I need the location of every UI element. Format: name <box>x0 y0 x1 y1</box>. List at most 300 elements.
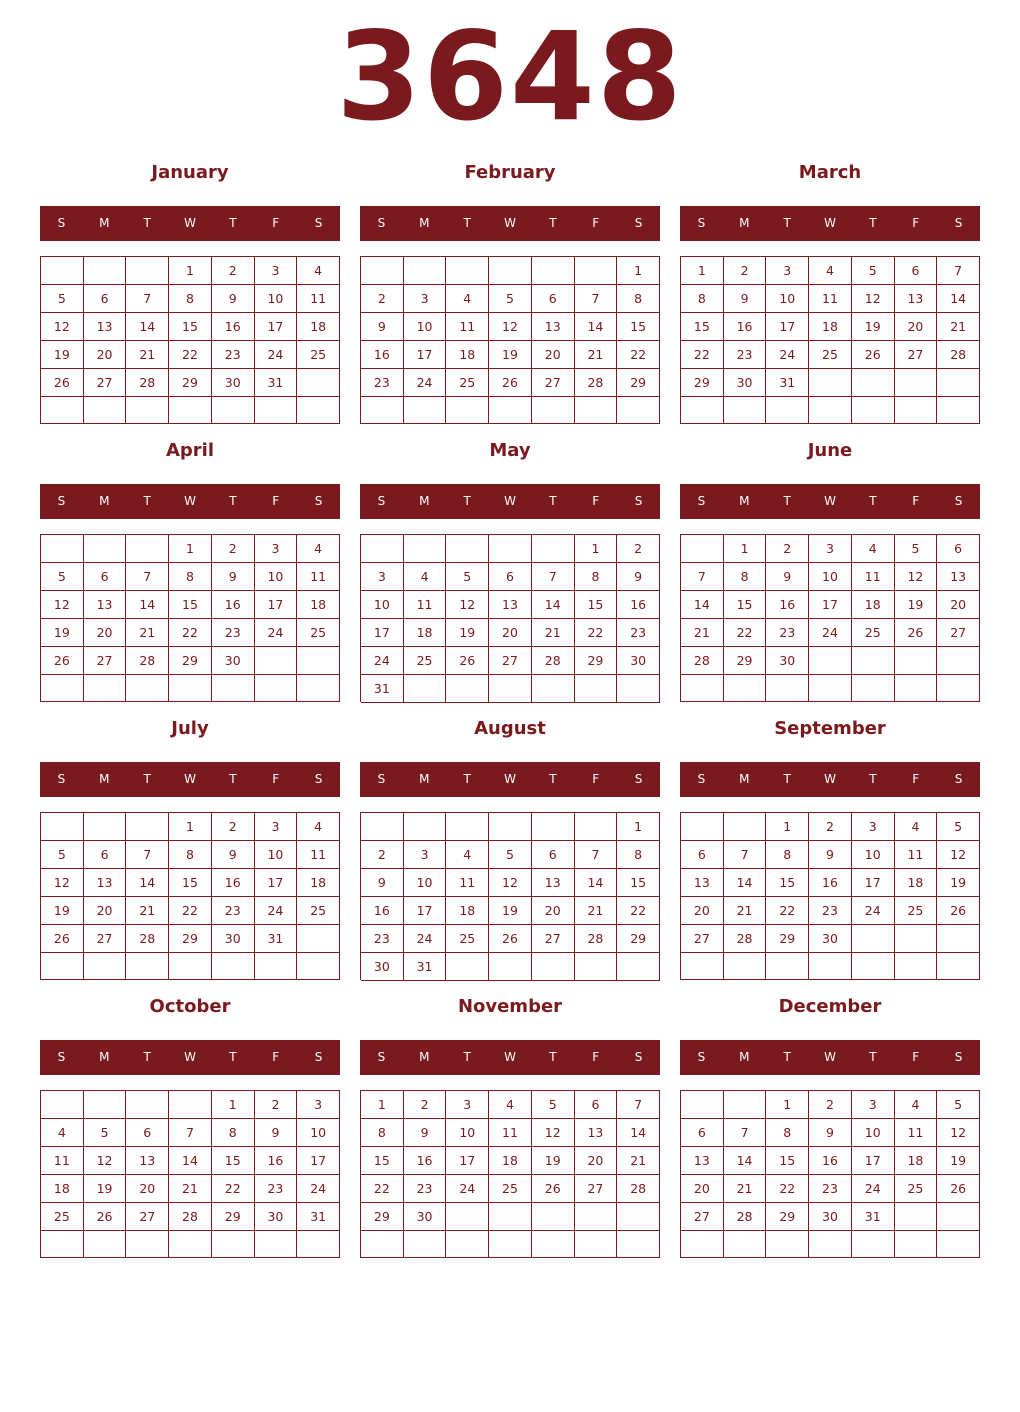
empty-cell <box>681 953 724 980</box>
weekday-label: S <box>314 216 323 230</box>
weekday-label: F <box>272 494 280 508</box>
weekday-label: F <box>592 216 600 230</box>
empty-cell <box>766 397 809 424</box>
day-cell: 19 <box>489 897 532 925</box>
day-cell: 27 <box>489 647 532 675</box>
day-cell: 5 <box>532 1091 575 1119</box>
day-cell: 23 <box>212 619 255 647</box>
day-cell: 15 <box>169 313 212 341</box>
day-cell: 28 <box>575 925 618 953</box>
empty-cell <box>681 1231 724 1258</box>
day-cell: 1 <box>169 813 212 841</box>
day-cell: 2 <box>617 535 660 563</box>
empty-cell <box>126 257 169 285</box>
day-cell: 26 <box>41 647 84 675</box>
day-cell: 30 <box>766 647 809 675</box>
empty-cell <box>255 647 298 675</box>
weekday-label: W <box>824 216 836 230</box>
day-cell: 25 <box>297 341 340 369</box>
day-cell: 1 <box>361 1091 404 1119</box>
day-cell: 11 <box>446 313 489 341</box>
day-cell: 21 <box>724 897 767 925</box>
day-cell: 19 <box>852 313 895 341</box>
empty-cell <box>255 953 298 980</box>
day-cell: 17 <box>766 313 809 341</box>
empty-cell <box>809 369 852 397</box>
weekday-label: T <box>869 1050 877 1064</box>
day-cell: 24 <box>446 1175 489 1203</box>
empty-cell <box>404 257 447 285</box>
day-cell: 27 <box>575 1175 618 1203</box>
day-cell: 31 <box>255 925 298 953</box>
day-cell: 17 <box>255 869 298 897</box>
empty-cell <box>895 953 938 980</box>
day-cell: 28 <box>126 925 169 953</box>
empty-cell <box>41 535 84 563</box>
day-cell: 12 <box>84 1147 127 1175</box>
day-cell: 9 <box>404 1119 447 1147</box>
weekday-label: S <box>377 1050 386 1064</box>
day-cell: 28 <box>575 369 618 397</box>
day-cell: 14 <box>724 869 767 897</box>
day-cell: 7 <box>724 841 767 869</box>
day-cell: 11 <box>41 1147 84 1175</box>
empty-cell <box>617 397 660 424</box>
day-cell: 2 <box>809 1091 852 1119</box>
day-cell: 18 <box>41 1175 84 1203</box>
day-cell: 21 <box>575 897 618 925</box>
day-cell: 8 <box>766 1119 809 1147</box>
day-grid <box>40 534 340 702</box>
empty-cell <box>724 813 767 841</box>
day-cell: 19 <box>937 1147 980 1175</box>
empty-cell <box>575 1231 618 1258</box>
weekday-label: W <box>824 1050 836 1064</box>
day-cell: 15 <box>617 869 660 897</box>
weekday-label: S <box>634 1050 643 1064</box>
day-cell: 22 <box>617 897 660 925</box>
weekday-header <box>680 484 980 519</box>
empty-cell <box>809 647 852 675</box>
weekday-label: T <box>549 216 557 230</box>
day-cell: 12 <box>852 285 895 313</box>
day-grid <box>40 1090 340 1258</box>
day-cell: 1 <box>169 257 212 285</box>
day-cell: 8 <box>575 563 618 591</box>
day-cell: 10 <box>852 841 895 869</box>
day-cell: 26 <box>937 1175 980 1203</box>
day-cell: 19 <box>489 341 532 369</box>
weekday-label: S <box>697 494 706 508</box>
weekday-label: S <box>314 772 323 786</box>
day-cell: 3 <box>766 257 809 285</box>
empty-cell <box>126 1231 169 1258</box>
empty-cell <box>937 953 980 980</box>
day-cell: 28 <box>724 925 767 953</box>
empty-cell <box>126 397 169 424</box>
day-cell: 5 <box>489 841 532 869</box>
day-cell: 3 <box>446 1091 489 1119</box>
empty-cell <box>617 1203 660 1231</box>
weekday-label: T <box>549 1050 557 1064</box>
empty-cell <box>126 813 169 841</box>
day-cell: 25 <box>489 1175 532 1203</box>
empty-cell <box>489 257 532 285</box>
empty-cell <box>852 647 895 675</box>
empty-cell <box>766 675 809 702</box>
month-name: January <box>151 162 229 183</box>
weekday-label: M <box>419 1050 430 1064</box>
empty-cell <box>489 397 532 424</box>
empty-cell <box>575 257 618 285</box>
weekday-label: S <box>954 216 963 230</box>
day-cell: 12 <box>489 869 532 897</box>
day-cell: 22 <box>766 1175 809 1203</box>
empty-cell <box>297 647 340 675</box>
day-cell: 18 <box>895 869 938 897</box>
empty-cell <box>361 257 404 285</box>
month-name: August <box>474 718 546 739</box>
day-cell: 3 <box>404 285 447 313</box>
day-cell: 5 <box>937 813 980 841</box>
day-cell: 16 <box>361 341 404 369</box>
day-cell: 26 <box>852 341 895 369</box>
day-cell: 20 <box>937 591 980 619</box>
empty-cell <box>404 675 447 703</box>
day-cell: 7 <box>126 841 169 869</box>
empty-cell <box>212 1231 255 1258</box>
day-cell: 6 <box>575 1091 618 1119</box>
day-cell: 23 <box>255 1175 298 1203</box>
day-cell: 2 <box>361 285 404 313</box>
day-cell: 29 <box>361 1203 404 1231</box>
empty-cell <box>724 953 767 980</box>
day-cell: 2 <box>212 813 255 841</box>
empty-cell <box>681 397 724 424</box>
day-cell: 24 <box>255 341 298 369</box>
month-name: July <box>171 718 209 739</box>
day-cell: 2 <box>361 841 404 869</box>
empty-cell <box>575 675 618 703</box>
empty-cell <box>937 1231 980 1258</box>
empty-cell <box>84 257 127 285</box>
weekday-label: M <box>419 216 430 230</box>
day-cell: 6 <box>84 285 127 313</box>
day-cell: 3 <box>809 535 852 563</box>
day-cell: 21 <box>937 313 980 341</box>
day-cell: 3 <box>852 813 895 841</box>
empty-cell <box>404 397 447 424</box>
day-cell: 7 <box>937 257 980 285</box>
day-cell: 16 <box>809 869 852 897</box>
day-cell: 5 <box>446 563 489 591</box>
day-grid <box>40 256 340 424</box>
empty-cell <box>532 813 575 841</box>
weekday-label: W <box>504 494 516 508</box>
day-cell: 22 <box>212 1175 255 1203</box>
day-cell: 4 <box>852 535 895 563</box>
day-cell: 27 <box>681 925 724 953</box>
day-cell: 21 <box>126 897 169 925</box>
day-cell: 17 <box>297 1147 340 1175</box>
day-cell: 9 <box>212 285 255 313</box>
day-cell: 4 <box>809 257 852 285</box>
day-cell: 17 <box>446 1147 489 1175</box>
empty-cell <box>852 1231 895 1258</box>
weekday-header <box>680 762 980 797</box>
weekday-label: F <box>272 1050 280 1064</box>
day-cell: 10 <box>446 1119 489 1147</box>
day-cell: 21 <box>126 619 169 647</box>
day-cell: 8 <box>361 1119 404 1147</box>
day-cell: 18 <box>895 1147 938 1175</box>
weekday-label: W <box>184 216 196 230</box>
day-cell: 20 <box>84 619 127 647</box>
weekday-label: T <box>143 216 151 230</box>
day-cell: 7 <box>126 563 169 591</box>
day-cell: 19 <box>41 619 84 647</box>
day-cell: 12 <box>446 591 489 619</box>
empty-cell <box>446 675 489 703</box>
weekday-header <box>680 206 980 241</box>
day-cell: 4 <box>41 1119 84 1147</box>
weekday-label: M <box>739 494 750 508</box>
empty-cell <box>852 675 895 702</box>
weekday-label: M <box>739 772 750 786</box>
day-cell: 28 <box>126 647 169 675</box>
day-cell: 3 <box>255 535 298 563</box>
day-cell: 24 <box>361 647 404 675</box>
weekday-label: S <box>57 772 66 786</box>
empty-cell <box>489 1231 532 1258</box>
day-cell: 18 <box>297 313 340 341</box>
weekday-label: S <box>954 494 963 508</box>
weekday-label: T <box>229 494 237 508</box>
day-cell: 6 <box>532 841 575 869</box>
day-cell: 23 <box>361 369 404 397</box>
day-cell: 29 <box>724 647 767 675</box>
day-cell: 30 <box>212 369 255 397</box>
day-cell: 28 <box>724 1203 767 1231</box>
weekday-label: T <box>463 494 471 508</box>
day-cell: 5 <box>895 535 938 563</box>
day-cell: 23 <box>212 341 255 369</box>
day-cell: 30 <box>212 925 255 953</box>
day-cell: 23 <box>724 341 767 369</box>
day-cell: 22 <box>575 619 618 647</box>
day-cell: 28 <box>169 1203 212 1231</box>
day-grid <box>680 256 980 424</box>
empty-cell <box>532 675 575 703</box>
day-cell: 23 <box>809 897 852 925</box>
day-cell: 20 <box>532 341 575 369</box>
day-cell: 26 <box>532 1175 575 1203</box>
empty-cell <box>169 953 212 980</box>
day-cell: 15 <box>681 313 724 341</box>
empty-cell <box>489 675 532 703</box>
empty-cell <box>895 1203 938 1231</box>
day-cell: 6 <box>937 535 980 563</box>
empty-cell <box>724 397 767 424</box>
empty-cell <box>489 813 532 841</box>
empty-cell <box>404 813 447 841</box>
day-cell: 5 <box>852 257 895 285</box>
weekday-label: M <box>739 216 750 230</box>
day-cell: 16 <box>212 313 255 341</box>
day-cell: 20 <box>681 1175 724 1203</box>
weekday-label: M <box>419 494 430 508</box>
day-cell: 28 <box>937 341 980 369</box>
empty-cell <box>41 1231 84 1258</box>
month-name: June <box>807 440 853 461</box>
empty-cell <box>361 397 404 424</box>
day-cell: 25 <box>41 1203 84 1231</box>
weekday-label: F <box>272 772 280 786</box>
empty-cell <box>575 813 618 841</box>
weekday-label: T <box>869 772 877 786</box>
day-cell: 8 <box>212 1119 255 1147</box>
day-cell: 8 <box>766 841 809 869</box>
day-cell: 4 <box>446 285 489 313</box>
day-cell: 2 <box>404 1091 447 1119</box>
day-cell: 20 <box>532 897 575 925</box>
weekday-label: W <box>184 1050 196 1064</box>
day-cell: 21 <box>575 341 618 369</box>
day-cell: 11 <box>852 563 895 591</box>
day-cell: 7 <box>617 1091 660 1119</box>
empty-cell <box>852 953 895 980</box>
empty-cell <box>617 953 660 981</box>
weekday-label: S <box>697 1050 706 1064</box>
day-cell: 5 <box>41 841 84 869</box>
day-cell: 29 <box>169 369 212 397</box>
day-cell: 26 <box>895 619 938 647</box>
empty-cell <box>809 1231 852 1258</box>
day-cell: 23 <box>361 925 404 953</box>
day-cell: 10 <box>809 563 852 591</box>
day-cell: 20 <box>681 897 724 925</box>
empty-cell <box>84 813 127 841</box>
day-cell: 30 <box>212 647 255 675</box>
weekday-label: M <box>99 1050 110 1064</box>
day-cell: 19 <box>41 341 84 369</box>
empty-cell <box>489 535 532 563</box>
empty-cell <box>766 1231 809 1258</box>
day-cell: 31 <box>766 369 809 397</box>
day-cell: 3 <box>404 841 447 869</box>
empty-cell <box>41 257 84 285</box>
day-cell: 18 <box>446 897 489 925</box>
empty-cell <box>895 675 938 702</box>
empty-cell <box>532 397 575 424</box>
weekday-label: T <box>143 494 151 508</box>
empty-cell <box>361 813 404 841</box>
day-cell: 18 <box>852 591 895 619</box>
day-grid <box>360 534 660 702</box>
day-cell: 20 <box>84 897 127 925</box>
day-cell: 1 <box>681 257 724 285</box>
empty-cell <box>895 925 938 953</box>
day-cell: 29 <box>575 647 618 675</box>
empty-cell <box>532 1231 575 1258</box>
day-cell: 14 <box>681 591 724 619</box>
day-cell: 24 <box>766 341 809 369</box>
day-cell: 24 <box>255 897 298 925</box>
empty-cell <box>681 1091 724 1119</box>
day-cell: 26 <box>41 925 84 953</box>
day-cell: 13 <box>681 1147 724 1175</box>
weekday-label: S <box>697 216 706 230</box>
day-cell: 10 <box>404 869 447 897</box>
empty-cell <box>766 953 809 980</box>
day-cell: 21 <box>681 619 724 647</box>
day-cell: 20 <box>895 313 938 341</box>
empty-cell <box>937 647 980 675</box>
empty-cell <box>895 397 938 424</box>
day-cell: 14 <box>126 591 169 619</box>
empty-cell <box>255 675 298 702</box>
weekday-label: S <box>377 772 386 786</box>
day-cell: 25 <box>297 619 340 647</box>
weekday-label: S <box>697 772 706 786</box>
weekday-label: T <box>463 216 471 230</box>
day-cell: 19 <box>84 1175 127 1203</box>
day-cell: 25 <box>404 647 447 675</box>
day-cell: 31 <box>852 1203 895 1231</box>
weekday-label: T <box>143 1050 151 1064</box>
day-grid <box>360 1090 660 1258</box>
day-cell: 19 <box>41 897 84 925</box>
day-cell: 29 <box>681 369 724 397</box>
weekday-label: M <box>99 494 110 508</box>
day-cell: 24 <box>852 1175 895 1203</box>
day-cell: 2 <box>766 535 809 563</box>
empty-cell <box>297 1231 340 1258</box>
weekday-label: W <box>504 216 516 230</box>
month-name: November <box>457 996 563 1017</box>
weekday-label: S <box>377 216 386 230</box>
day-cell: 14 <box>617 1119 660 1147</box>
day-cell: 15 <box>766 1147 809 1175</box>
day-cell: 29 <box>766 925 809 953</box>
weekday-label: S <box>954 772 963 786</box>
day-cell: 25 <box>895 1175 938 1203</box>
day-cell: 10 <box>404 313 447 341</box>
day-cell: 4 <box>446 841 489 869</box>
day-cell: 5 <box>41 285 84 313</box>
day-grid <box>360 812 660 980</box>
day-cell: 12 <box>41 313 84 341</box>
empty-cell <box>937 675 980 702</box>
day-cell: 26 <box>937 897 980 925</box>
day-cell: 14 <box>724 1147 767 1175</box>
day-cell: 17 <box>852 869 895 897</box>
day-cell: 13 <box>532 313 575 341</box>
day-cell: 6 <box>681 1119 724 1147</box>
empty-cell <box>532 535 575 563</box>
day-cell: 15 <box>724 591 767 619</box>
weekday-label: M <box>419 772 430 786</box>
empty-cell <box>724 675 767 702</box>
empty-cell <box>446 535 489 563</box>
day-cell: 29 <box>766 1203 809 1231</box>
weekday-label: T <box>463 1050 471 1064</box>
day-cell: 16 <box>617 591 660 619</box>
day-cell: 6 <box>84 841 127 869</box>
day-cell: 5 <box>84 1119 127 1147</box>
day-cell: 14 <box>126 869 169 897</box>
empty-cell <box>297 953 340 980</box>
